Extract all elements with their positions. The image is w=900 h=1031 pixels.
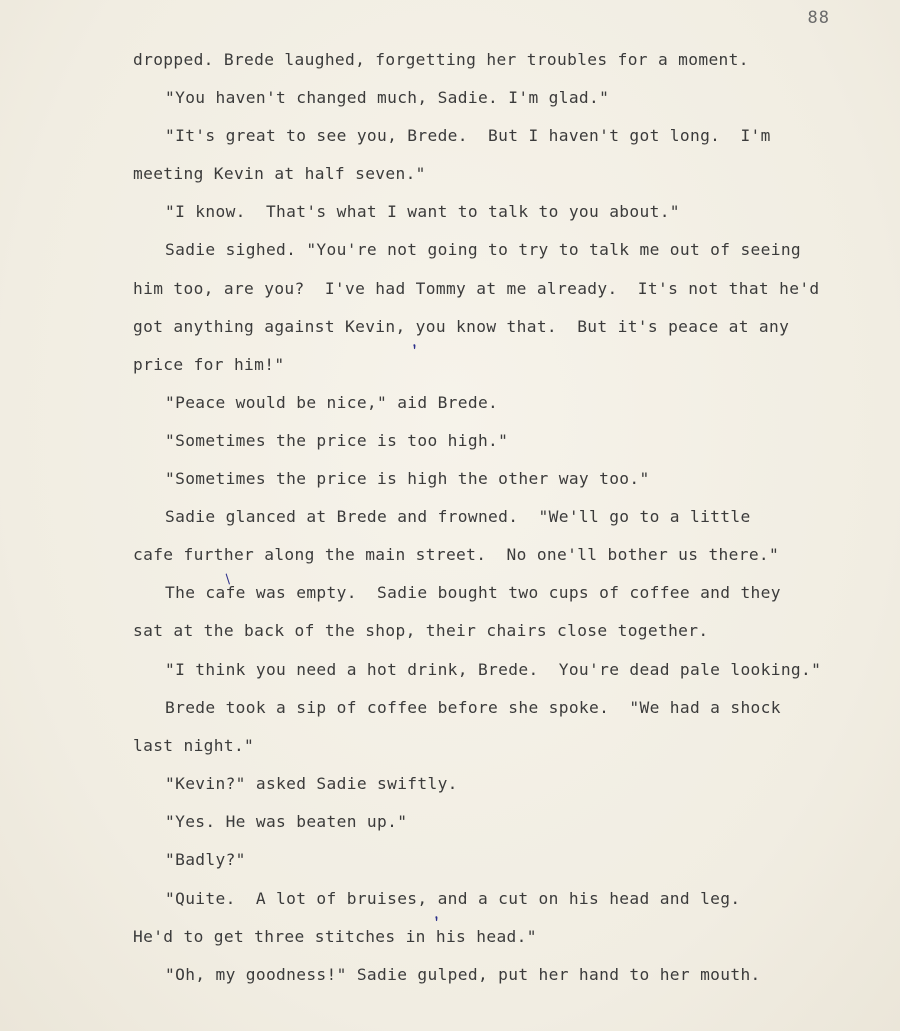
text-line-13: Sadie glanced at Brede and frowned. "We'll go to a little	[165, 507, 751, 526]
text-line-4: meeting Kevin at half seven."	[133, 164, 426, 183]
text-line-20: "Kevin?" asked Sadie swiftly.	[165, 774, 458, 793]
page-number: 88	[807, 8, 830, 28]
text-line-25: "Oh, my goodness!" Sadie gulped, put her hand to her mouth.	[165, 965, 761, 984]
text-line-22: "Badly?"	[165, 850, 246, 869]
text-line-11: "Sometimes the price is too high."	[165, 431, 509, 450]
text-line-8: got anything against Kevin, you know that. But it's peace at any	[133, 317, 790, 336]
text-line-16: sat at the back of the shop, their chairs close together.	[133, 621, 709, 640]
text-line-2: "You haven't changed much, Sadie. I'm glad."	[165, 88, 610, 107]
text-line-14: cafe further along the main street. No one'll bother us there."	[133, 545, 780, 564]
text-line-23: "Quite. A lot of bruises, and a cut on his head and leg.	[165, 889, 741, 908]
text-line-3: "It's great to see you, Brede. But I haven't got long. I'm	[165, 126, 771, 145]
text-line-15: The cafe was empty. Sadie bought two cups of coffee and they	[165, 583, 781, 602]
text-line-24: He'd to get three stitches in his head."	[133, 927, 537, 946]
text-line-12: "Sometimes the price is high the other way too."	[165, 469, 650, 488]
text-line-9: price for him!"	[133, 355, 285, 374]
text-line-6: Sadie sighed. "You're not going to try to talk me out of seeing	[165, 240, 802, 259]
text-line-10: "Peace would be nice," aid Brede.	[165, 393, 499, 412]
ink-accent-mark: /	[222, 572, 235, 587]
text-line-18: Brede took a sip of coffee before she spoke. "We had a shock	[165, 698, 781, 717]
text-line-21: "Yes. He was beaten up."	[165, 812, 408, 831]
text-line-7: him too, are you? I've had Tommy at me already. It's not that he'd	[133, 279, 820, 298]
text-line-1: dropped. Brede laughed, forgetting her troubles for a moment.	[133, 50, 749, 69]
text-line-5: "I know. That's what I want to talk to you about."	[165, 202, 680, 221]
ink-comma-mark: ,	[406, 330, 420, 353]
ink-comma-mark-2: ,	[428, 902, 442, 925]
text-line-19: last night."	[133, 736, 255, 755]
text-line-17: "I think you need a hot drink, Brede. You're dead pale looking."	[165, 660, 822, 679]
